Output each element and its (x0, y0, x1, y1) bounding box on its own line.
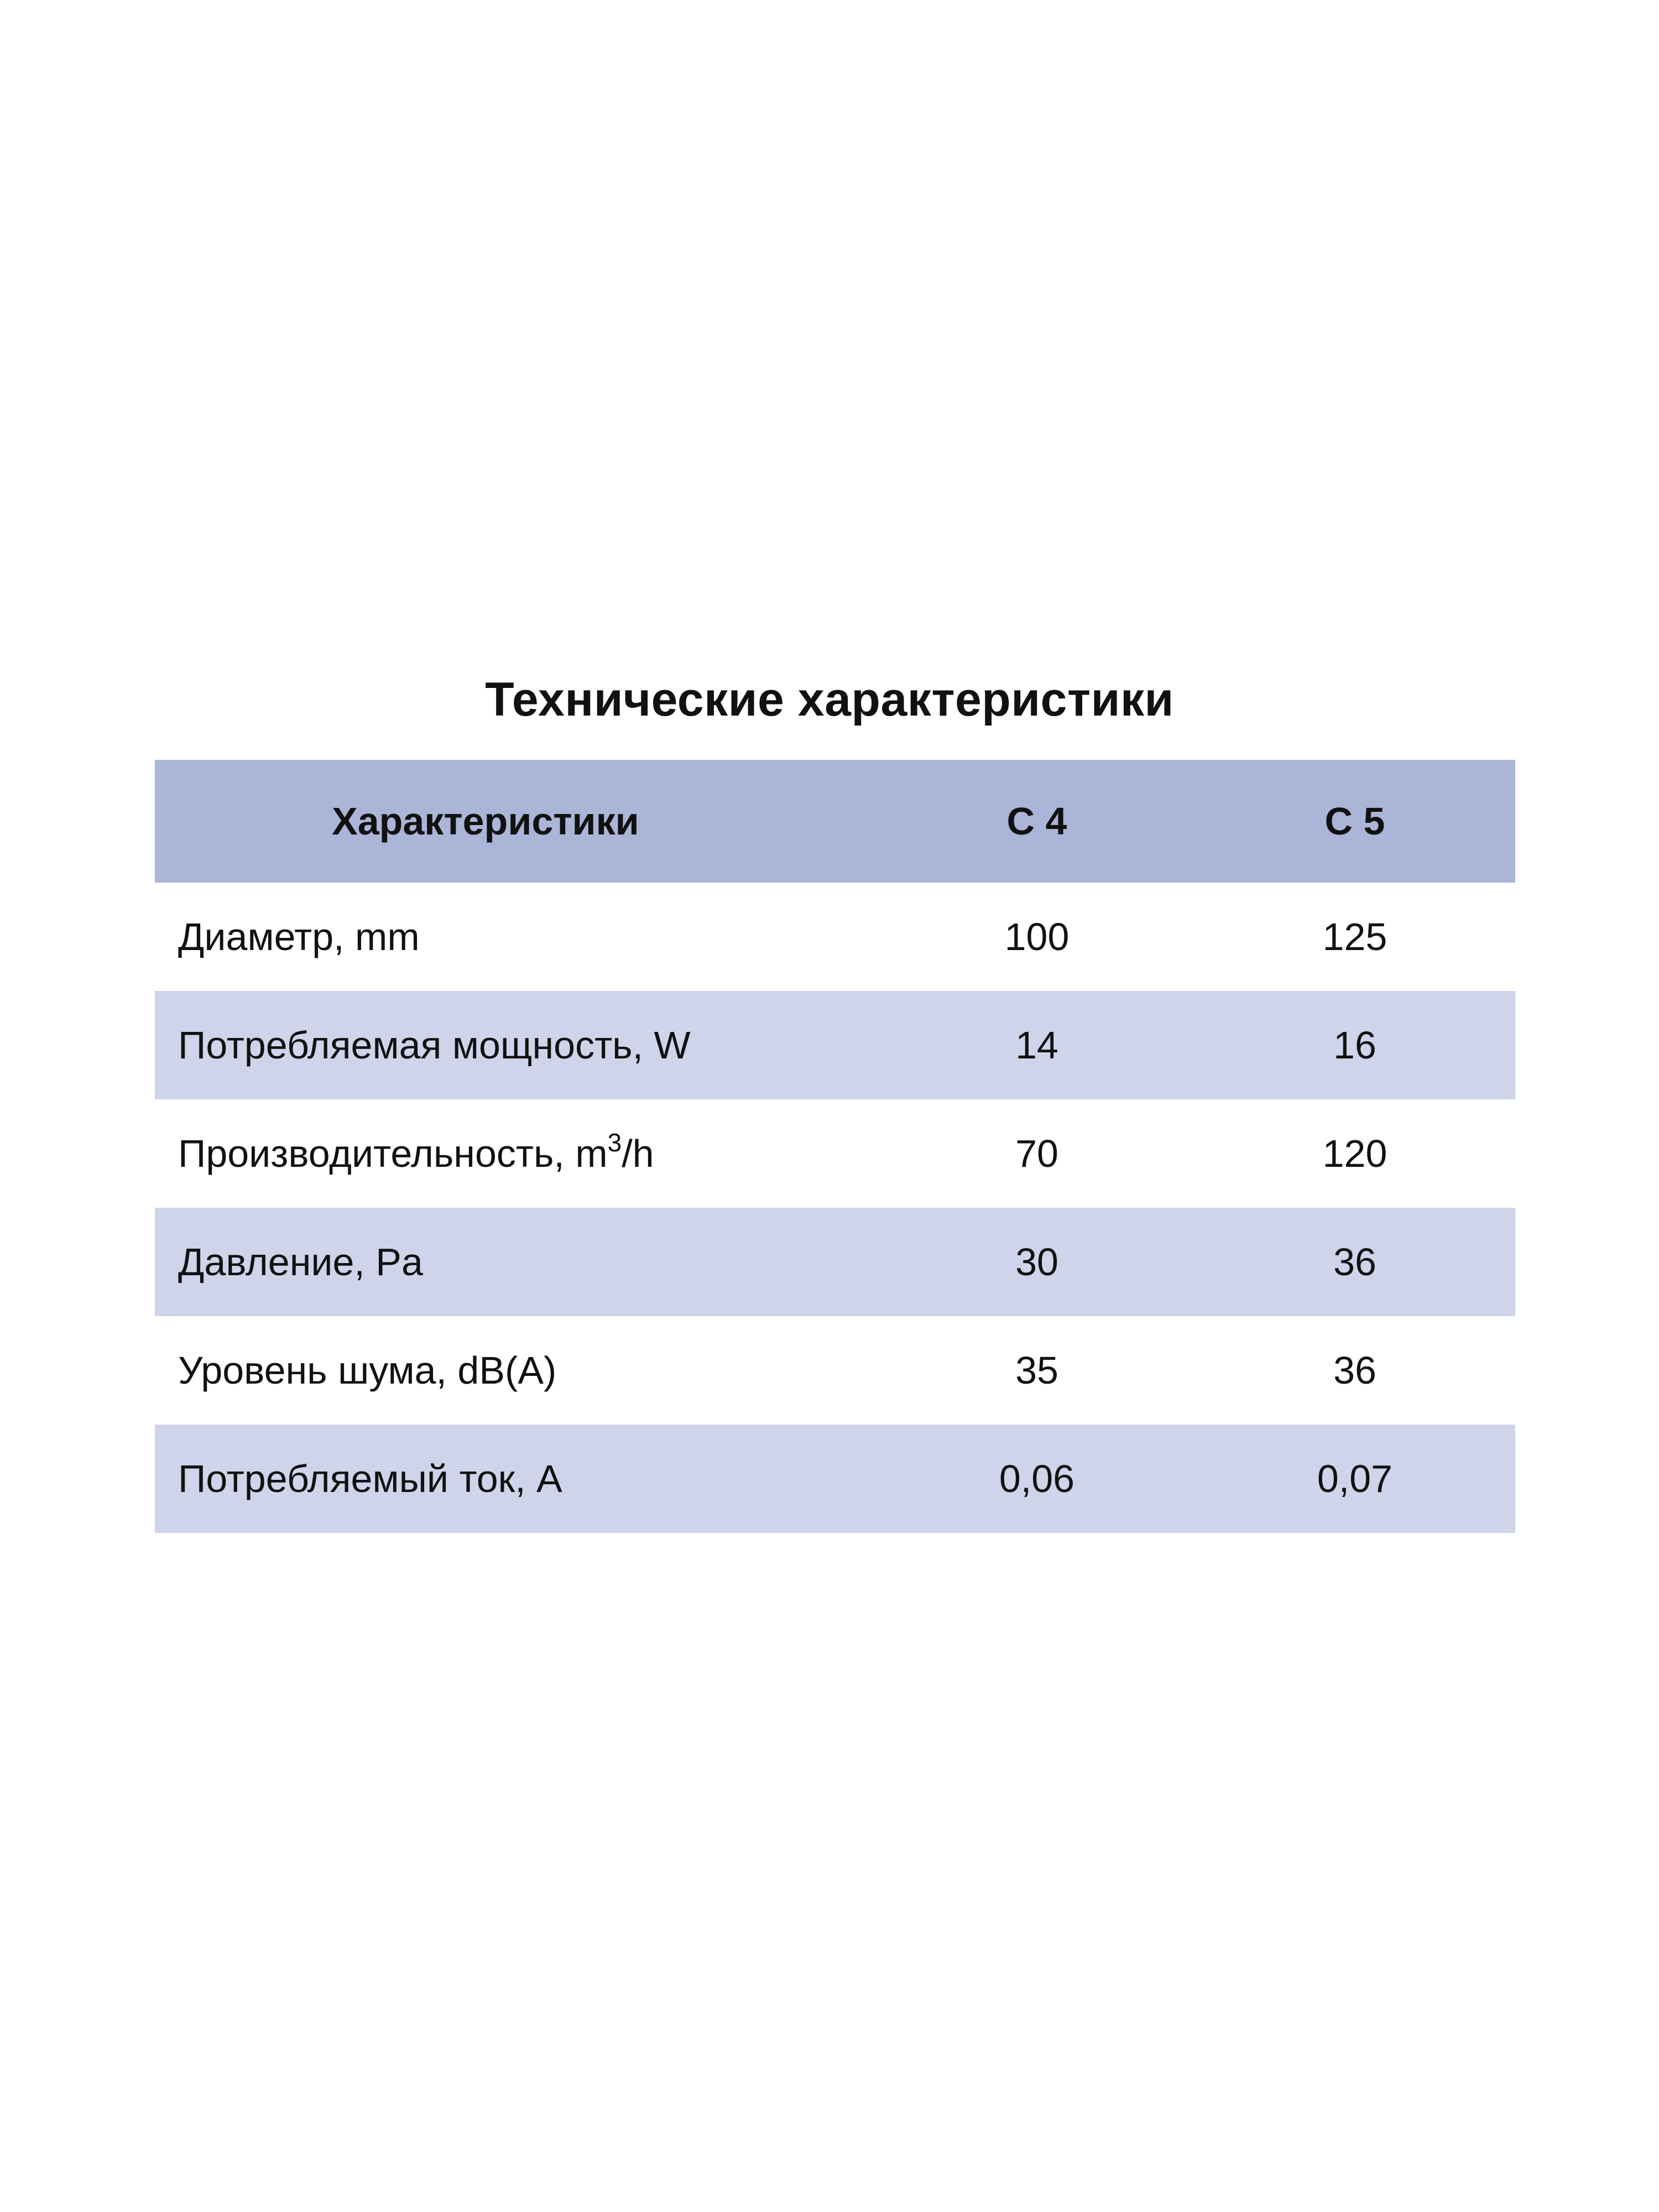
table-header-row (155, 760, 1515, 883)
row-value-c5: 36 (1194, 1208, 1515, 1316)
row-value-c4: 100 (879, 883, 1194, 991)
row-value-c4: 30 (879, 1208, 1194, 1316)
row-value-c5: 125 (1194, 883, 1515, 991)
row-value-c5: 16 (1194, 991, 1515, 1099)
row-value-c4: 35 (879, 1316, 1194, 1425)
specifications-table (155, 760, 1515, 1533)
row-label-power: Потребляемая мощность, W (155, 991, 879, 1099)
row-label-noise: Уровень шума, dB(A) (155, 1316, 879, 1425)
header-characteristics: Характеристики (155, 760, 879, 883)
row-value-c4: 14 (879, 991, 1194, 1099)
table-row (155, 1208, 1515, 1316)
row-value-c5: 36 (1194, 1316, 1515, 1425)
table-row (155, 1425, 1515, 1533)
capacity-label-text: Производительность, m (178, 1132, 608, 1175)
table-row (155, 991, 1515, 1099)
row-value-c5: 120 (1194, 1099, 1515, 1208)
header-c5: С 5 (1194, 760, 1515, 883)
row-label-pressure: Давление, Pa (155, 1208, 879, 1316)
table-row (155, 1099, 1515, 1208)
row-label-diameter: Диаметр, mm (155, 883, 879, 991)
capacity-label-unit: /h (622, 1132, 654, 1175)
page-title: Технические характеристики (485, 673, 1174, 726)
table-row (155, 1316, 1515, 1425)
row-value-c4: 70 (879, 1099, 1194, 1208)
header-c4: С 4 (879, 760, 1194, 883)
table-row (155, 883, 1515, 991)
capacity-label-superscript: 3 (607, 1128, 622, 1157)
row-label-current: Потребляемый ток, A (155, 1425, 879, 1533)
row-value-c5: 0,07 (1194, 1425, 1515, 1533)
row-value-c4: 0,06 (879, 1425, 1194, 1533)
row-label-capacity (155, 1099, 879, 1208)
